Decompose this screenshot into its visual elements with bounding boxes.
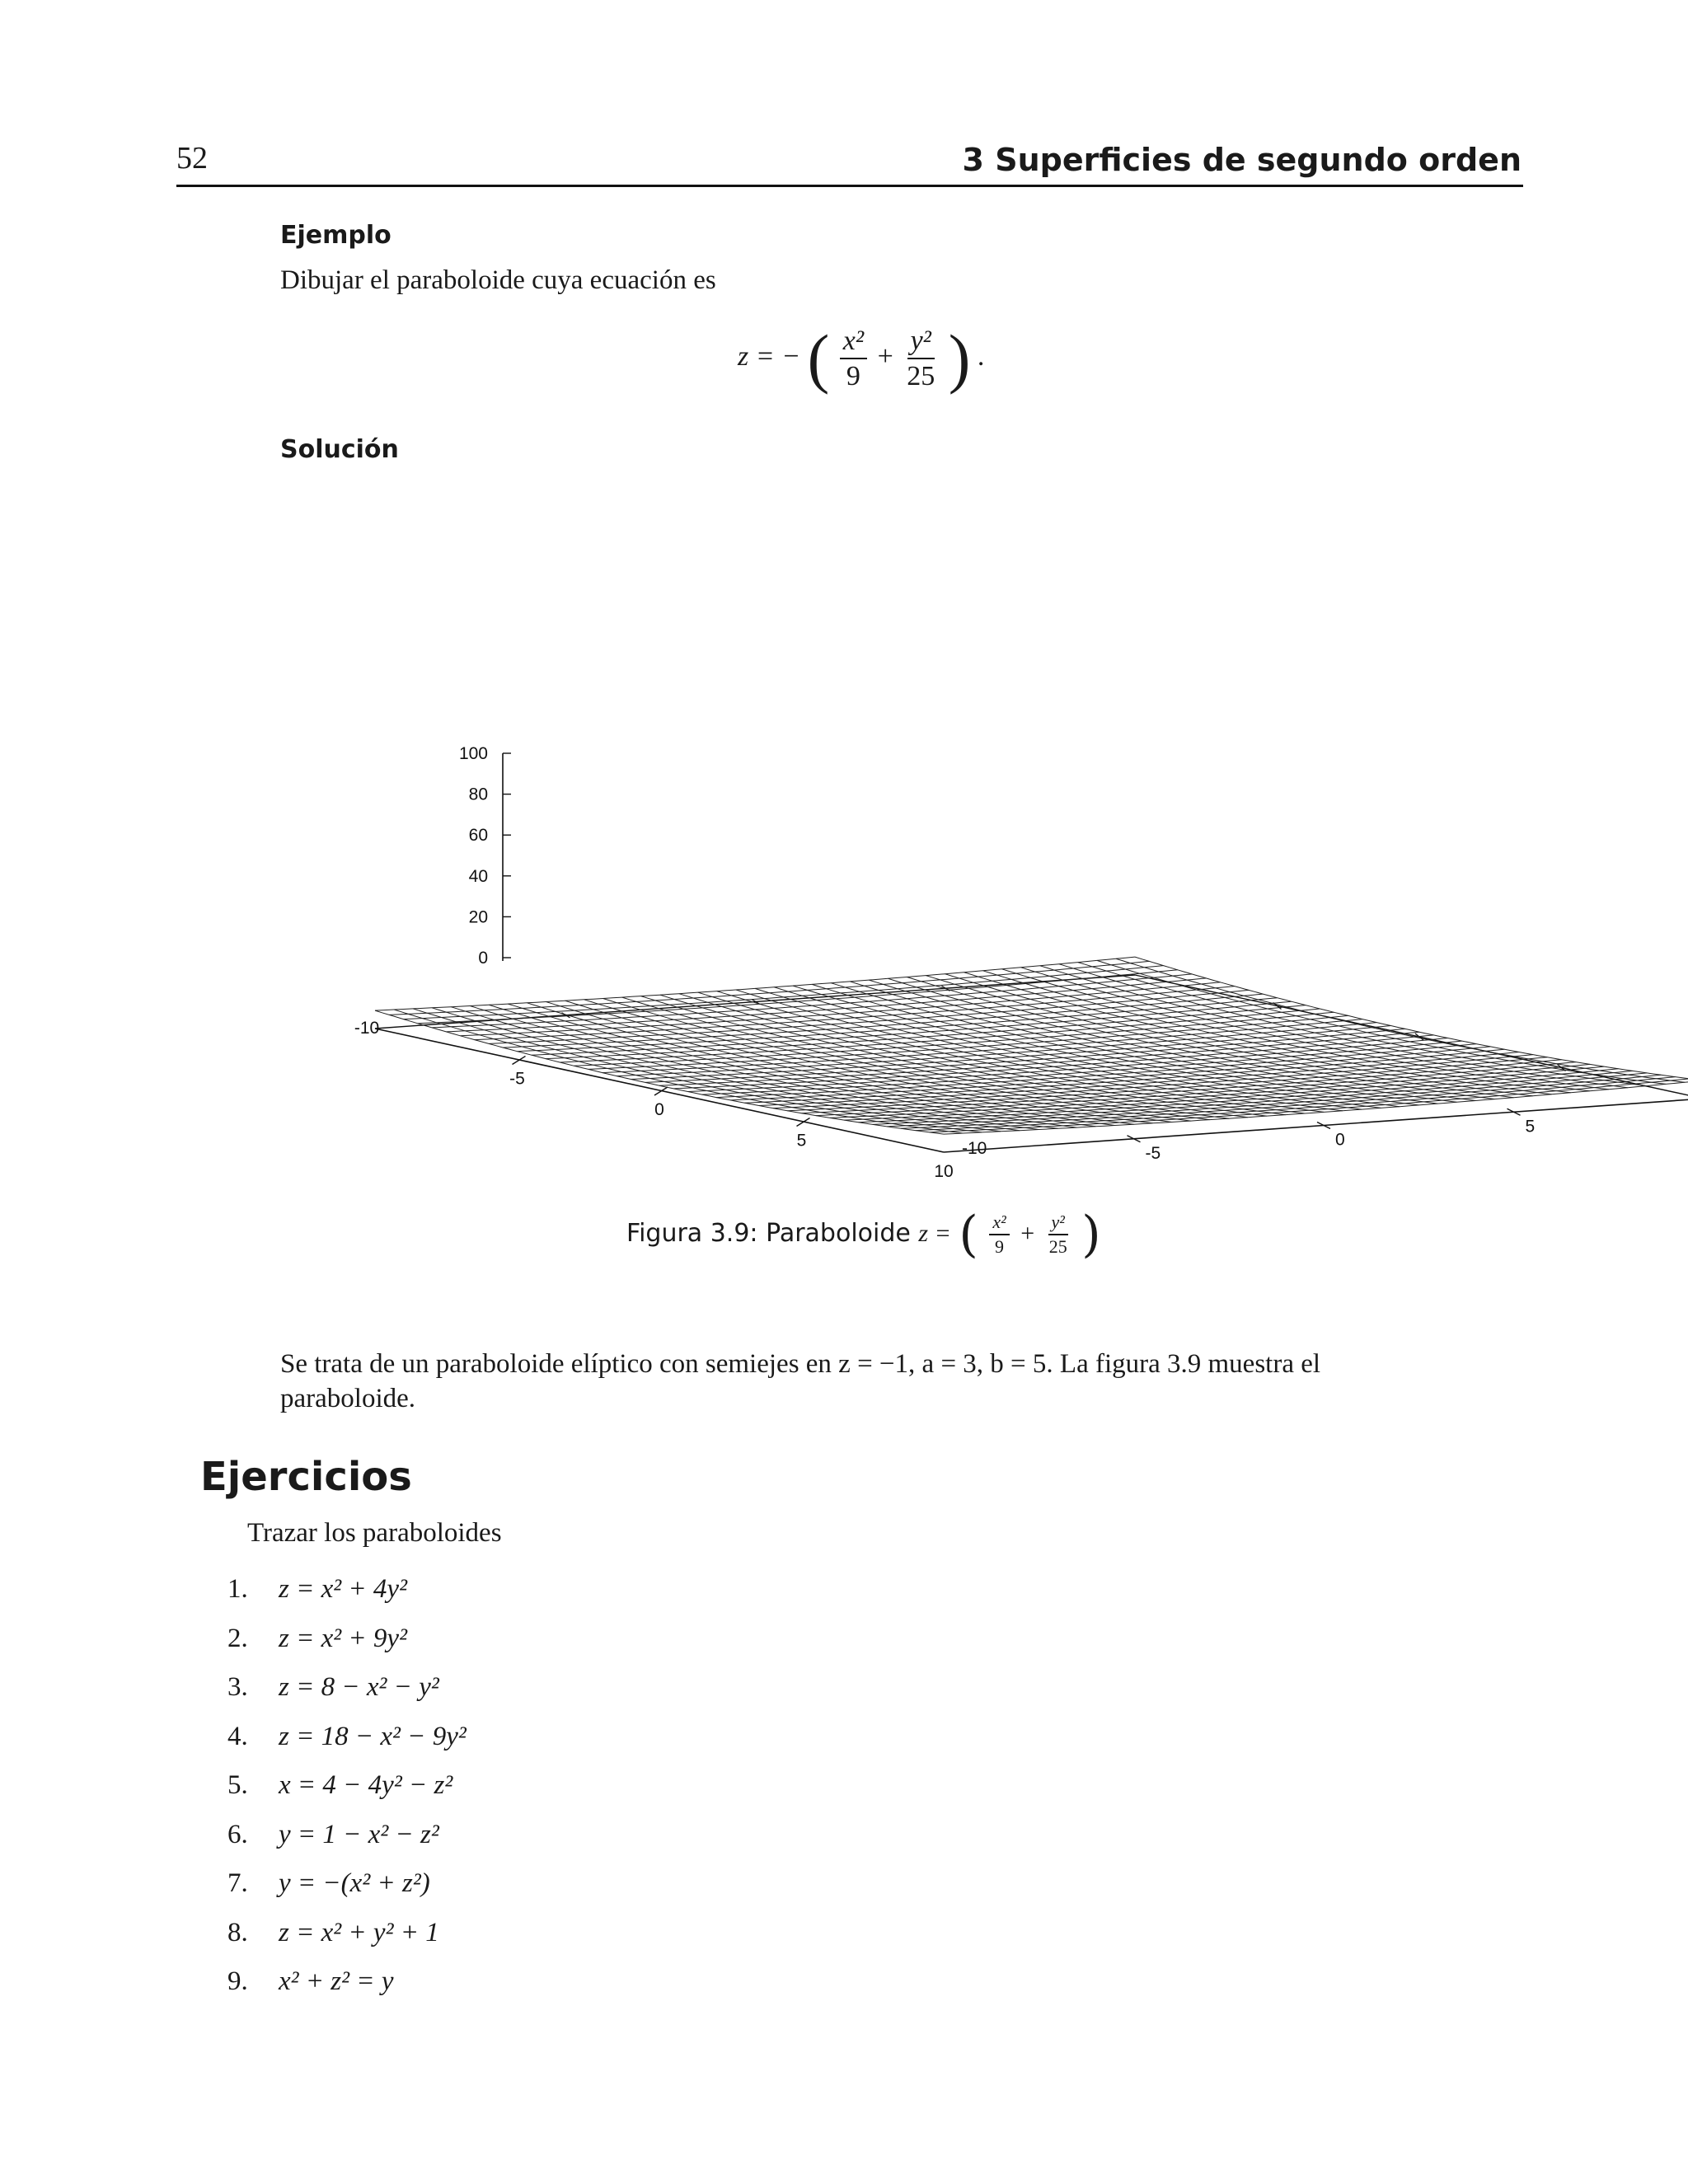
- caption-fraction-y-numerator: y²: [1048, 1212, 1068, 1235]
- exercise-number: 9.: [227, 1966, 248, 1996]
- z-tick-label: 80: [468, 785, 488, 804]
- exercise-item: [227, 1624, 467, 1673]
- exercise-item: [227, 1868, 467, 1918]
- equation-lhs: z = −: [738, 341, 801, 373]
- exercise-item: [227, 1672, 467, 1722]
- exercise-equation: z = x² + 4y²: [279, 1574, 407, 1604]
- exercise-number: 6.: [227, 1819, 248, 1849]
- x-tick-label: -5: [509, 1069, 525, 1089]
- exercises-title: Ejercicios: [200, 1454, 412, 1500]
- exercise-equation: z = 8 − x² − y²: [279, 1672, 439, 1702]
- chapter-title: 3 Superficies de segundo orden: [962, 142, 1522, 178]
- exercises-intro: Trazar los paraboloides: [247, 1518, 502, 1548]
- z-tick-label: 40: [468, 866, 488, 886]
- fraction-y-numerator: y²: [907, 326, 935, 359]
- caption-fraction-y: [1046, 1212, 1071, 1257]
- exercise-number: 8.: [227, 1917, 248, 1947]
- caption-right-paren: ): [1081, 1206, 1101, 1263]
- plot-tick-labels: [354, 744, 1688, 1181]
- exercise-item: [227, 1820, 467, 1869]
- exercise-number: 7.: [227, 1868, 248, 1898]
- z-tick-label: 60: [468, 826, 488, 846]
- caption-left-paren: (: [959, 1206, 978, 1263]
- exercise-number: 3.: [227, 1672, 248, 1702]
- exercise-list: [227, 1574, 467, 2016]
- exercise-equation: z = x² + 9y²: [279, 1623, 407, 1653]
- paraboloid-mesh: [375, 957, 1688, 1137]
- left-paren: (: [807, 322, 830, 396]
- fraction-x-denominator: 9: [846, 361, 860, 392]
- exercise-item: [227, 1966, 467, 2016]
- z-tick-label: 100: [458, 744, 488, 763]
- fraction-y: [903, 326, 938, 392]
- example-heading: Ejemplo: [280, 221, 392, 250]
- x-tick-label: 0: [654, 1100, 664, 1119]
- exercise-equation: x² + z² = y: [279, 1966, 394, 1996]
- exercise-equation: z = 18 − x² − 9y²: [279, 1721, 467, 1751]
- x-tick-label: 10: [934, 1162, 954, 1181]
- caption-fraction-y-denominator: 25: [1048, 1236, 1067, 1257]
- caption-prefix: Figura 3.9: Paraboloide: [626, 1219, 911, 1248]
- exercise-equation: y = 1 − x² − z²: [279, 1819, 439, 1849]
- z-tick-label: 20: [468, 907, 488, 927]
- fraction-x-numerator: x²: [840, 326, 867, 359]
- exercise-equation: z = x² + y² + 1: [279, 1917, 439, 1947]
- caption-fraction-x-numerator: x²: [989, 1212, 1009, 1235]
- exercise-equation: y = −(x² + z²): [279, 1868, 430, 1898]
- exercise-number: 2.: [227, 1623, 248, 1653]
- caption-fraction-x: [989, 1212, 1009, 1257]
- caption-plus: +: [1020, 1220, 1035, 1247]
- exercise-item: [227, 1722, 467, 1771]
- exercise-number: 5.: [227, 1770, 248, 1800]
- right-paren: ): [948, 322, 971, 396]
- solution-heading: Solución: [280, 435, 399, 464]
- exercise-item: [227, 1574, 467, 1624]
- y-tick-label: -5: [1145, 1143, 1161, 1163]
- paraboloid-plot: [354, 577, 1536, 1181]
- page-number: 52: [176, 141, 208, 176]
- caption-fraction-x-denominator: 9: [995, 1236, 1005, 1257]
- example-text: Dibujar el paraboloide cuya ecuación es: [280, 265, 716, 295]
- equation-plus: +: [877, 341, 893, 373]
- display-equation: [738, 322, 985, 396]
- body-paragraph: Se trata de un paraboloide elíptico con semiejes en z = −1, a = 3, b = 5. La figura 3.9 muestra el paraboloide.: [280, 1349, 1321, 1413]
- y-tick-label: 0: [1335, 1130, 1345, 1150]
- fraction-x: [840, 326, 867, 392]
- exercise-item: [227, 1918, 467, 1967]
- exercise-number: 1.: [227, 1574, 248, 1604]
- y-tick-label: -10: [962, 1139, 987, 1158]
- z-tick-label: 0: [478, 949, 488, 968]
- caption-lhs: z =: [918, 1220, 951, 1247]
- fraction-y-denominator: 25: [907, 361, 935, 392]
- header-rule: [176, 185, 1523, 187]
- x-tick-label: -10: [354, 1019, 380, 1038]
- exercise-equation: x = 4 − 4y² − z²: [279, 1770, 453, 1800]
- figure-caption: [626, 1206, 1101, 1263]
- y-tick-label: 5: [1525, 1117, 1536, 1137]
- x-tick-label: 5: [796, 1131, 807, 1151]
- equation-end: .: [977, 341, 985, 373]
- exercise-number: 4.: [227, 1721, 248, 1751]
- exercise-item: [227, 1770, 467, 1820]
